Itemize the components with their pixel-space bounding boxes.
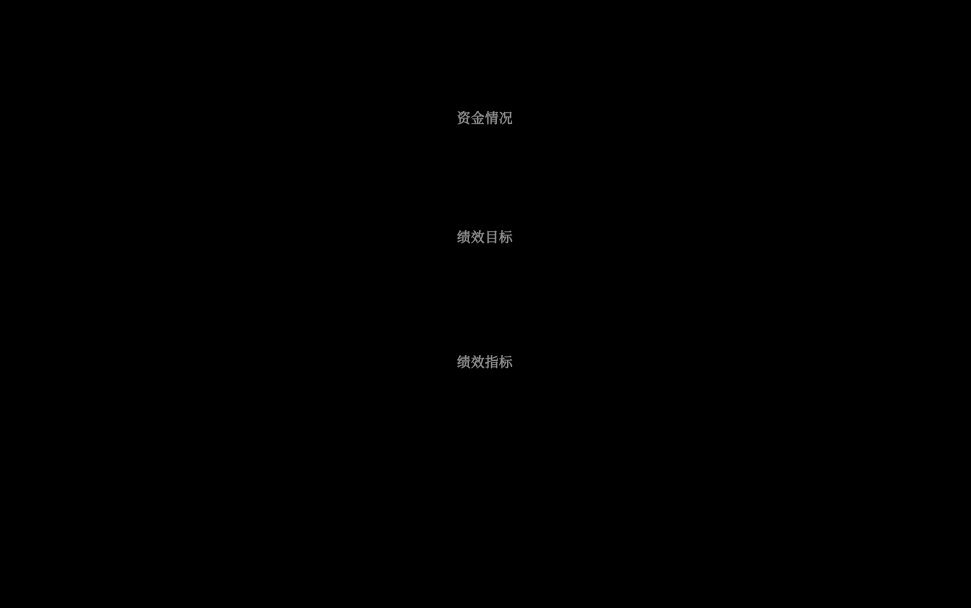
- section-heading-performance-target: 绩效目标: [457, 230, 513, 246]
- section-heading-performance-indicator: 绩效指标: [457, 355, 513, 371]
- section-heading-funding-situation: 资金情况: [457, 111, 513, 127]
